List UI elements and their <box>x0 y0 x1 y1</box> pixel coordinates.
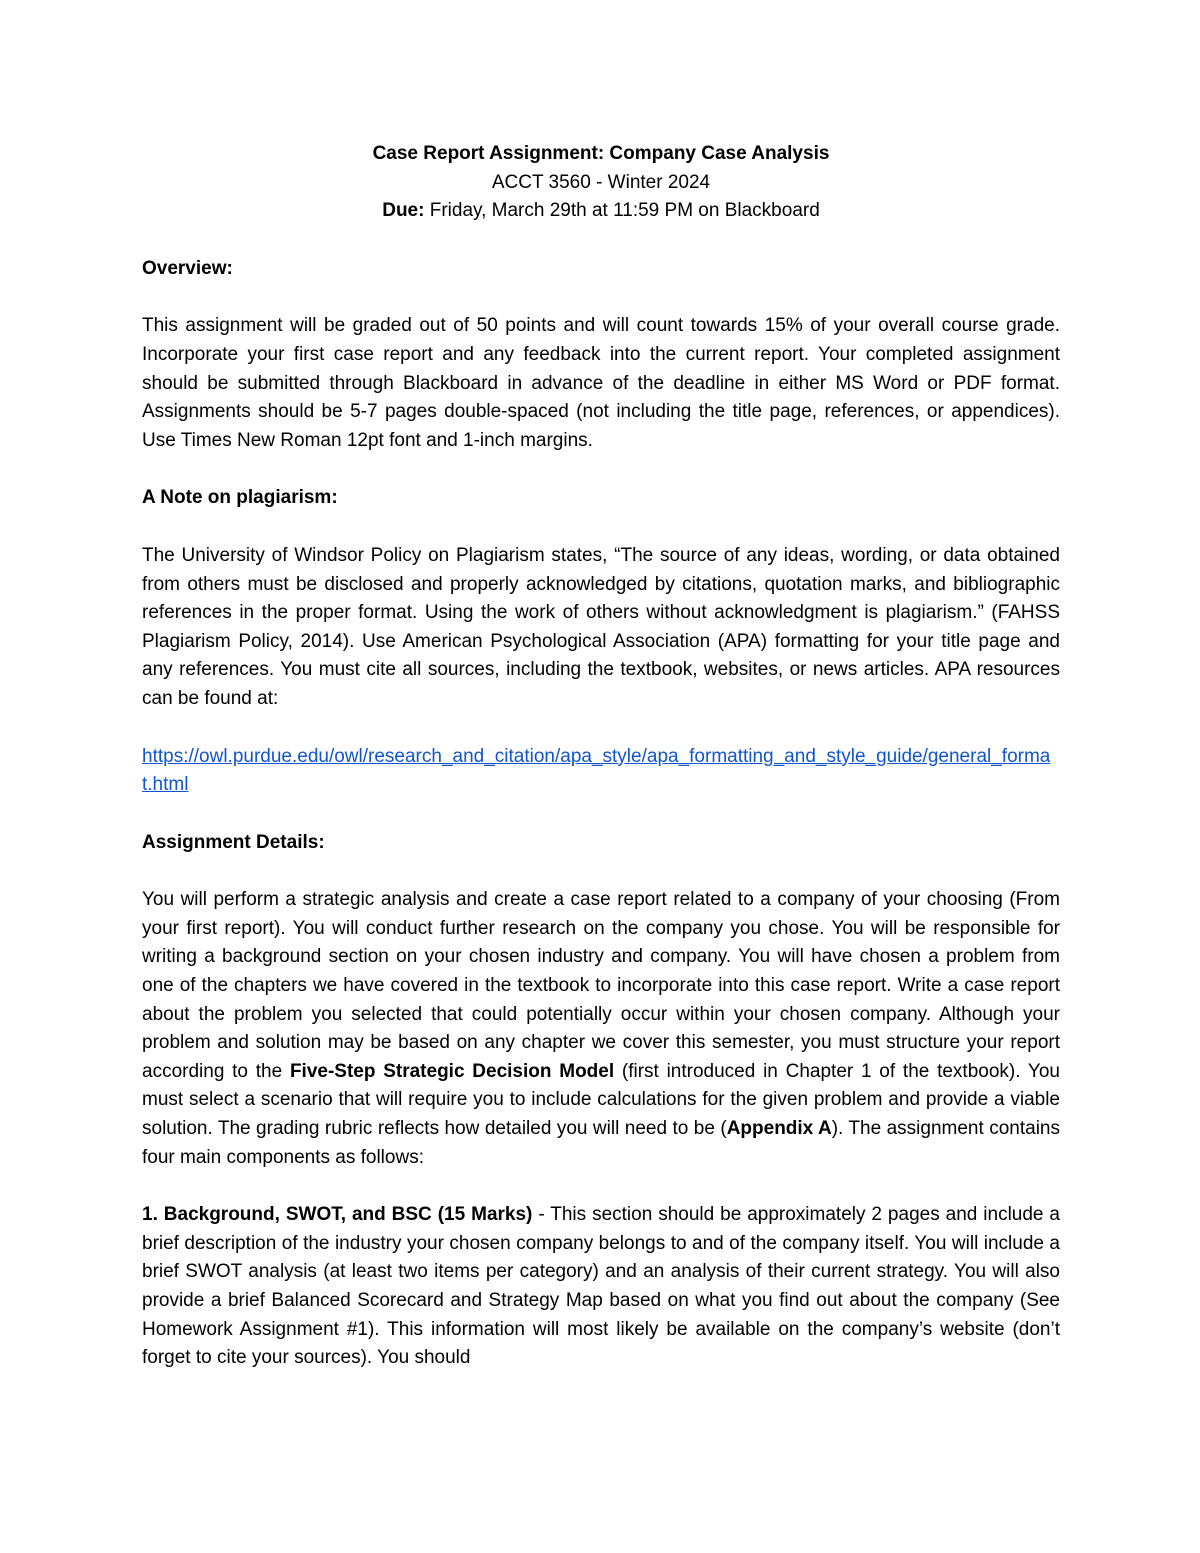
apa-resource-link[interactable]: https://owl.purdue.edu/owl/research_and_citation/apa_style/apa_formatting_and_style_guide/general_format.html <box>142 745 1051 796</box>
document-header <box>142 140 1060 226</box>
due-text: Friday, March 29th at 11:59 PM on Blackboard <box>424 200 820 222</box>
document-page <box>142 140 1060 1373</box>
component1-body <box>142 1201 1060 1373</box>
details-text-3: ). The assignment contains four main components as follows: <box>142 1118 1060 1168</box>
due-label: Due: <box>382 200 425 222</box>
details-heading: Assignment Details: <box>142 831 325 853</box>
due-line <box>142 197 1060 226</box>
document-title: Case Report Assignment: Company Case Analysis <box>372 143 830 164</box>
overview-body: This assignment will be graded out of 50 points and will count towards 15% of your overall course grade. Incorporate your first case report and any feedback into the current report. Your completed assignment should be submitted through Blackboard in advance of the deadline in either MS Word or PDF format. Assignments should be 5-7 pages double-spaced (not including the title page, references, or appendices). Use Times New Roman 12pt font and 1-inch margins. <box>142 315 1060 451</box>
appendix-ref: Appendix A <box>726 1118 832 1140</box>
course-line: ACCT 3560 - Winter 2024 <box>491 171 711 193</box>
component1-text: - This section should be approximately 2 pages and include a brief description of the industry your chosen company belongs to and of the company itself. You will include a brief SWOT analysis (at least two items per category) and an analysis of their current strategy. You will also provide a brief Balanced Scorecard and Strategy Map based on what you find out about the company (See Homework Assignment #1). This information will most likely be available on the company’s website (don’t forget to cite your sources). You should <box>142 1204 1060 1369</box>
overview-heading: Overview: <box>142 257 233 279</box>
details-body <box>142 886 1060 1172</box>
plagiarism-body: The University of Windsor Policy on Plagiarism states, “The source of any ideas, wording, or data obtained from others must be disclosed and properly acknowledged by citations, quotation marks, and bibliographic references in the proper format. Using the work of others without acknowledgment is plagiarism.” (FAHSS Plagiarism Policy, 2014). Use American Psychological Association (APA) formatting for your title page and any references. You must cite all sources, including the textbook, websites, or news articles. APA resources can be found at: <box>142 544 1060 709</box>
details-text-1: You will perform a strategic analysis and create a case report related to a company of your choosing (From your first report). You will conduct further research on the company you chose. You will be responsible for writing a background section on your chosen industry and company. You will have chosen a problem from one of the chapters we have covered in the textbook to incorporate into this case report. Write a case report about the problem you selected that could potentially occur within your chosen company. Although your problem and solution may be based on any chapter we cover this semester, you must structure your report according to the <box>142 889 1060 1082</box>
model-name: Five-Step Strategic Decision Model <box>289 1060 615 1082</box>
details-text-2: (first introduced in Chapter 1 of the textbook). You must select a scenario that will require you to include calculations for the given problem and provide a viable solution. The grading rubric reflects how detailed you will need to be ( <box>142 1060 1060 1140</box>
component1-heading: 1. Background, SWOT, and BSC (15 Marks) <box>142 1204 533 1226</box>
plagiarism-heading: A Note on plagiarism: <box>142 487 338 509</box>
